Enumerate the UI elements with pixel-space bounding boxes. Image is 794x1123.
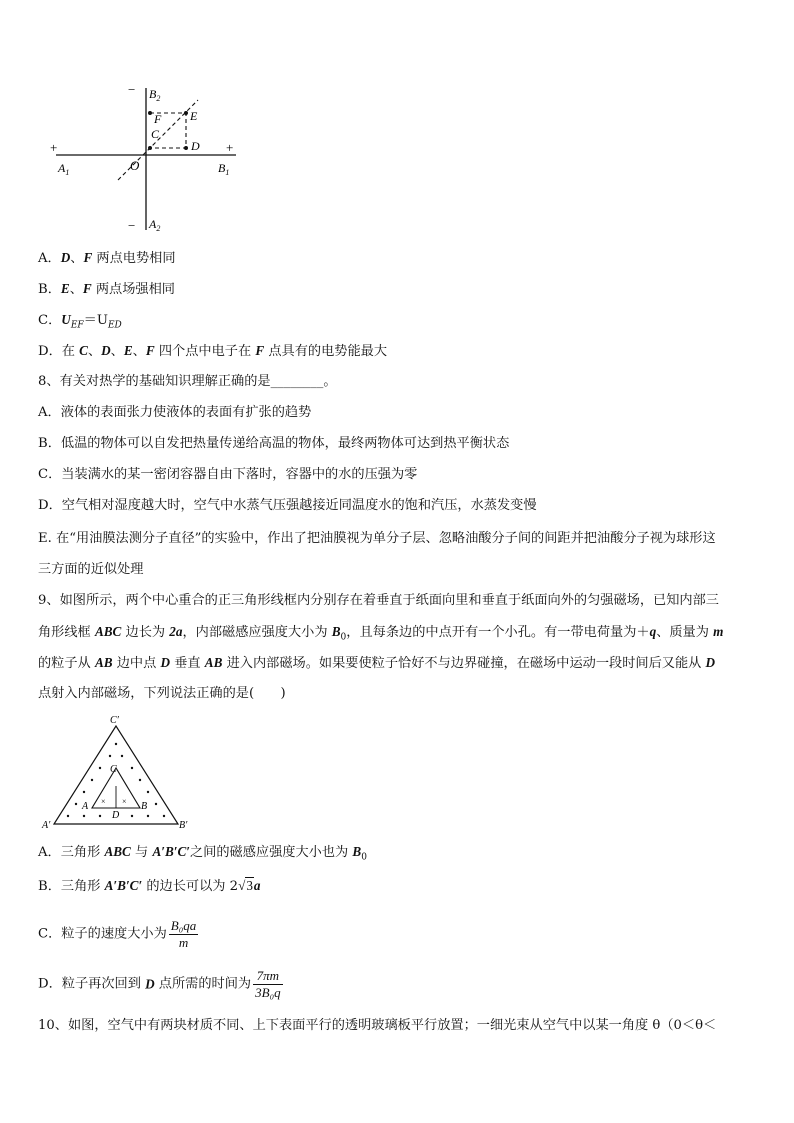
q8-option-e-line2: 三方面的近似处理 [38, 562, 144, 577]
label-d: D [112, 810, 120, 821]
label-o: O [130, 158, 140, 173]
label-c: C [151, 127, 160, 141]
q9-option-c: C．粒子的速度大小为 $\frac{\text{B₀qa}}{m}$ [38, 918, 197, 950]
q7-option-a: A．D、F 两点电势相同 [38, 250, 176, 266]
label-a1: $A_1$ [58, 161, 70, 177]
label-c-prime: C′ [110, 715, 119, 726]
q8-option-b: B．低温的物体可以自发把热量传递给高温的物体，最终两物体可达到热平衡状态 [38, 436, 510, 451]
q7-option-d: D．在 C、D、E、F 四个点中电子在 F 点具有的电势能最大 [38, 343, 388, 359]
label-plus-left: + [50, 140, 58, 155]
label-a: A [82, 801, 89, 812]
point-f [148, 111, 152, 115]
q8-option-e-line1: E. 在“用油膜法测分子直径”的实验中，作出了把油膜视为单分子层、忽略油酸分子间的间距并把油酸分子视为球形这 [38, 531, 716, 546]
label-b-prime: B′ [179, 820, 188, 831]
q7-option-b: B．E、F 两点场强相同 [38, 281, 175, 297]
q9-stem-line1: 9、如图所示，两个中心重合的正三角形线框内分别存在着垂直于纸面向里和垂直于纸面向外的匀强磁场，已知内部三 [38, 593, 719, 608]
q9-stem-line4: 点射入内部磁场，下列说法正确的是( ) [38, 686, 286, 701]
q9-option-d: D．粒子再次回到 D 点所需的时间为 $\frac{7\pi m}{\text{3B₀q}}$ [38, 968, 281, 1000]
inner-cross-right: × [122, 797, 127, 806]
q8-option-a: A．液体的表面张力使液体的表面有扩张的趋势 [38, 405, 312, 420]
fraction-time: $\frac{7\pi m}{\text{3B₀q}}$ [255, 968, 281, 1000]
fraction-speed: $\frac{\text{B₀qa}}{m}$ [170, 918, 197, 950]
point-d [184, 146, 188, 150]
label-plus-right: + [226, 140, 234, 155]
q8-stem: 8、有关对热学的基础知识理解正确的是________。 [38, 374, 337, 389]
label-a2: $A_2$ [149, 217, 161, 233]
q9-option-b: B．三角形 A′B′C′ 的边长可以为 2√3a [38, 878, 261, 894]
label-d: D [191, 139, 200, 153]
label-minus-top: − [128, 82, 136, 97]
label-b: B [141, 801, 148, 812]
q7-option-c: C．$U_{EF}=U_{ED}$ [38, 312, 122, 331]
q10-stem-line1: 10、如图，空气中有两块材质不同、上下表面平行的透明玻璃板平行放置；一细光束从空气中以某一角度 θ（0＜θ＜ [38, 1018, 717, 1033]
label-f: F [154, 112, 162, 126]
label-c: C [110, 764, 117, 775]
q9-option-a: A．三角形 ABC 与 A′B′C′之间的磁感应强度大小也为 $B_0$ [38, 844, 367, 863]
label-b2: $B_2$ [149, 87, 161, 103]
q9-stem-line2: 角形线框 ABC 边长为 2a，内部磁感应强度大小为 $B_0$，且每条边的中点开有一个小孔。有一带电荷量为＋q、质量为 m [38, 624, 724, 643]
q9-stem-line3: 的粒子从 AB 边中点 D 垂直 AB 进入内部磁场。如果要使粒子恰好不与边界碰撞，在磁场中运动一段时间后又能从 D [38, 655, 716, 671]
label-e: E [190, 109, 198, 123]
inner-cross-left: × [101, 797, 106, 806]
q8-option-d: D．空气相对湿度越大时，空气中水蒸气压强越接近同温度水的饱和汽压，水蒸发变慢 [38, 498, 537, 513]
point-e [184, 111, 188, 115]
q8-option-c: C．当装满水的某一密闭容器自由下落时，容器中的水的压强为零 [38, 467, 418, 482]
label-a-prime: A′ [42, 820, 51, 831]
label-b1: $B_1$ [218, 161, 230, 177]
label-minus-bottom: − [128, 218, 136, 233]
sqrt-symbol: √3 [238, 878, 253, 893]
point-c [148, 146, 152, 150]
triangle-diagram [40, 712, 190, 837]
field-diagram [48, 80, 248, 240]
